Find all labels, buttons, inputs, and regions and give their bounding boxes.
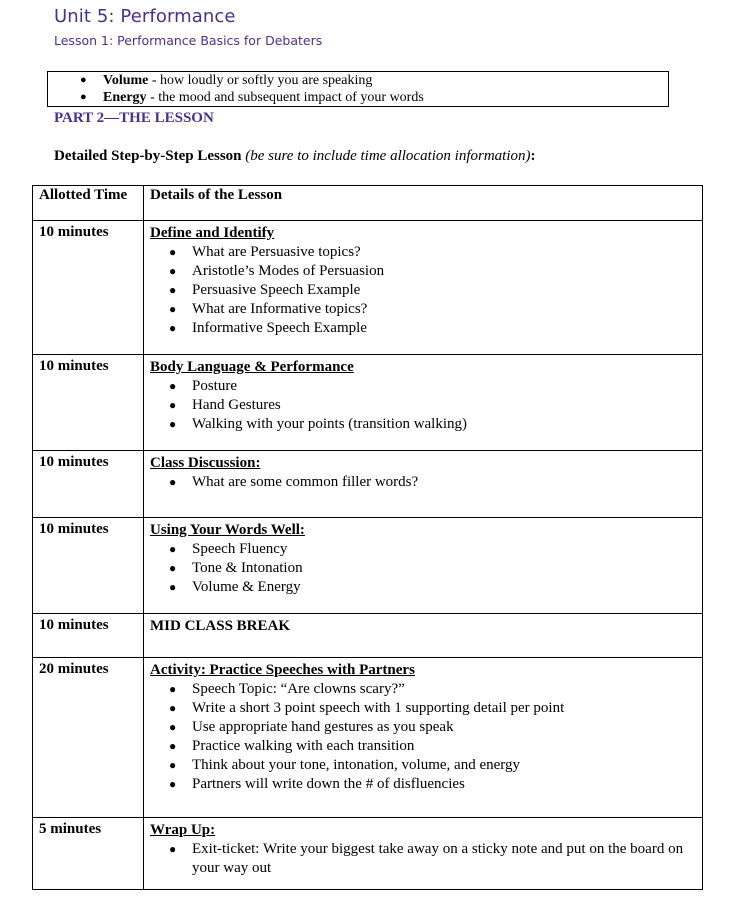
bullet-icon: ● <box>169 777 177 791</box>
bullet-list <box>150 540 696 597</box>
section-title: Using Your Words Well: <box>150 522 305 538</box>
bullet-icon: ● <box>169 580 177 594</box>
list-item <box>150 319 696 338</box>
list-item-text: Exit-ticket: Write your biggest take away on a sticky note and put on the board on your way out <box>192 841 684 876</box>
table-row <box>33 355 703 451</box>
section-title: Class Discussion: <box>150 455 261 471</box>
list-item <box>150 473 696 492</box>
list-item-text: Use appropriate hand gestures as you speak <box>192 719 454 735</box>
allotted-time-cell: 10 minutes <box>33 614 144 658</box>
section-title: Wrap Up: <box>150 822 216 838</box>
lesson-subtitle: Lesson 1: Performance Basics for Debaters <box>54 33 323 48</box>
bullet-list <box>150 680 696 794</box>
list-item <box>150 540 696 559</box>
bullet-icon: ● <box>169 398 177 412</box>
allotted-time-cell: 10 minutes <box>33 518 144 614</box>
detailed-italic: (be sure to include time allocation information) <box>245 148 531 164</box>
table-header-row <box>33 186 703 221</box>
list-item <box>150 718 696 737</box>
bullet-icon: ● <box>169 379 177 393</box>
lesson-details-cell <box>144 221 703 355</box>
term-item <box>48 72 668 89</box>
section-title: Body Language & Performance <box>150 359 354 375</box>
term-name: Energy <box>103 90 147 105</box>
list-item-text: Walking with your points (transition walking) <box>192 416 468 432</box>
table-row <box>33 221 703 355</box>
list-item-text: Speech Topic: “Are clowns scary?” <box>192 681 405 697</box>
section-title: Activity: Practice Speeches with Partners <box>150 662 415 678</box>
list-item-text: Write a short 3 point speech with 1 supporting detail per point <box>192 700 565 716</box>
list-item <box>150 737 696 756</box>
list-item <box>150 840 696 878</box>
list-item-text: Speech Fluency <box>192 541 288 557</box>
list-item-text: What are some common filler words? <box>192 474 419 490</box>
bullet-icon: ● <box>169 720 177 734</box>
lesson-details-cell <box>144 451 703 518</box>
list-item-text: Aristotle’s Modes of Persuasion <box>192 263 385 279</box>
bullet-icon: ● <box>169 542 177 556</box>
term-name: Volume <box>103 73 149 88</box>
part2-heading: PART 2—THE LESSON <box>54 110 214 126</box>
term-description: - the mood and subsequent impact of your words <box>146 90 424 105</box>
bullet-icon: ● <box>169 739 177 753</box>
list-item <box>150 281 696 300</box>
list-item <box>150 756 696 775</box>
detailed-bold: Detailed Step-by-Step Lesson <box>54 148 242 164</box>
bullet-list <box>150 377 696 434</box>
list-item-text: Posture <box>192 378 237 394</box>
list-item <box>150 699 696 718</box>
section-title: Define and Identify <box>150 225 275 241</box>
bullet-icon: ● <box>169 475 177 489</box>
terms-list <box>48 72 668 106</box>
list-item <box>150 559 696 578</box>
lesson-details-cell <box>144 658 703 818</box>
bullet-icon: ● <box>169 245 177 259</box>
table-row <box>33 451 703 518</box>
allotted-time-cell: 5 minutes <box>33 818 144 890</box>
bullet-icon: ● <box>169 302 177 316</box>
list-item-text: Persuasive Speech Example <box>192 282 361 298</box>
term-description: - how loudly or softly you are speaking <box>148 73 373 88</box>
lesson-table <box>32 185 703 890</box>
list-item-text: Tone & Intonation <box>192 560 303 576</box>
bullet-icon: ● <box>169 561 177 575</box>
detailed-colon: : <box>530 148 536 164</box>
list-item <box>150 680 696 699</box>
list-item <box>150 243 696 262</box>
lesson-details-cell <box>144 818 703 890</box>
list-item-text: What are Persuasive topics? <box>192 244 361 260</box>
bullet-list <box>150 473 696 492</box>
lesson-details-cell <box>144 355 703 451</box>
list-item-text: Think about your tone, intonation, volume, and energy <box>192 757 520 773</box>
table-row <box>33 518 703 614</box>
bullet-list <box>150 243 696 338</box>
list-item <box>150 262 696 281</box>
bullet-icon: ● <box>169 758 177 772</box>
list-item <box>150 415 696 434</box>
list-item <box>150 578 696 597</box>
bullet-icon: ● <box>169 417 177 431</box>
unit-title: Unit 5: Performance <box>54 6 236 27</box>
table-row <box>33 614 703 658</box>
bullet-list <box>150 840 696 878</box>
term-item <box>48 89 668 106</box>
table-row <box>33 818 703 890</box>
bullet-icon: ● <box>169 264 177 278</box>
list-item-text: Informative Speech Example <box>192 320 367 336</box>
list-item <box>150 775 696 794</box>
list-item <box>150 377 696 396</box>
allotted-time-cell: 10 minutes <box>33 355 144 451</box>
bullet-icon: ● <box>80 91 87 103</box>
list-item-text: What are Informative topics? <box>192 301 368 317</box>
allotted-time-cell: 10 minutes <box>33 221 144 355</box>
lesson-details-cell <box>144 518 703 614</box>
allotted-time-cell: 10 minutes <box>33 451 144 518</box>
list-item-text: Partners will write down the # of disfluencies <box>192 776 465 792</box>
list-item <box>150 396 696 415</box>
list-item <box>150 300 696 319</box>
bullet-icon: ● <box>169 842 177 856</box>
bullet-icon: ● <box>80 74 87 86</box>
table-row <box>33 658 703 818</box>
bullet-icon: ● <box>169 321 177 335</box>
list-item-text: Practice walking with each transition <box>192 738 415 754</box>
header-details: Details of the Lesson <box>144 186 703 221</box>
lesson-details-cell <box>144 614 703 658</box>
header-allotted-time: Allotted Time <box>33 186 144 221</box>
bullet-icon: ● <box>169 283 177 297</box>
allotted-time-cell: 20 minutes <box>33 658 144 818</box>
bullet-icon: ● <box>169 701 177 715</box>
bullet-icon: ● <box>169 682 177 696</box>
detailed-lesson-label <box>54 148 536 165</box>
list-item-text: Volume & Energy <box>192 579 301 595</box>
list-item-text: Hand Gestures <box>192 397 281 413</box>
section-title: MID CLASS BREAK <box>150 618 291 634</box>
terms-box <box>47 71 669 107</box>
